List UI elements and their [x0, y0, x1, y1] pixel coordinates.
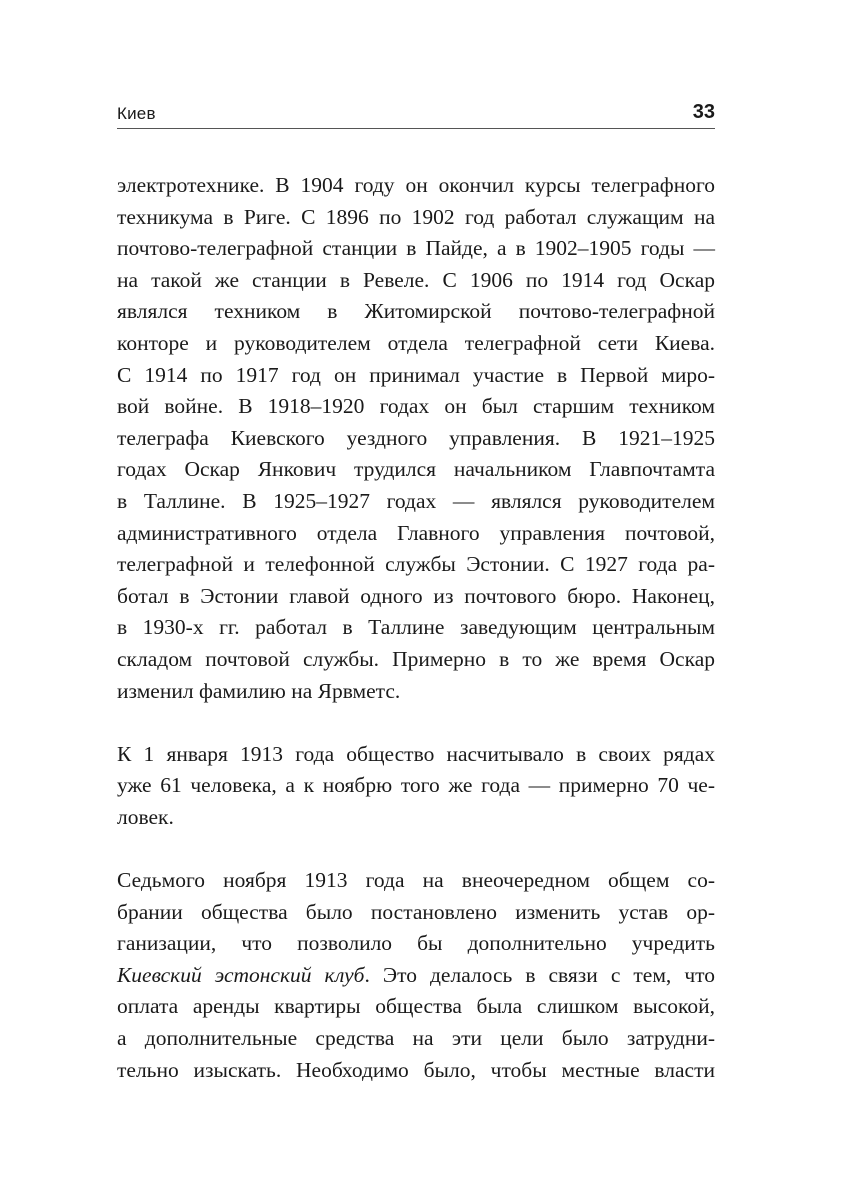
text-line: конторе и руководителем отдела телеграфной сети Киева.	[117, 330, 715, 355]
text-line: оплата аренды квартиры общества была слишком высокой,	[117, 994, 715, 1019]
text-line: телеграфной и телефонной службы Эстонии. С 1927 года ра-	[117, 552, 715, 577]
text-line: К 1 января 1913 года общество насчитывало в своих рядах	[117, 741, 715, 766]
text-line: ботал в Эстонии главой одного из почтового бюро. Наконец,	[117, 583, 715, 608]
text-line: электротехнике. В 1904 году он окончил курсы телеграфного	[117, 173, 715, 197]
text-line: Седьмого ноября 1913 года на внеочередном общем со-	[117, 868, 715, 893]
body-text	[117, 170, 715, 1086]
text-line-with-italic	[117, 960, 715, 992]
club-name-italic: Киевский эстонский клуб	[117, 962, 365, 987]
page-number: 33	[692, 101, 715, 123]
text-line: ловек.	[117, 804, 174, 829]
text-line: С 1914 по 1917 год он принимал участие в Первой миро-	[117, 362, 715, 387]
text-line: вой войне. В 1918–1920 годах он был старшим техником	[117, 394, 715, 419]
paragraph-club	[117, 865, 715, 1086]
text-line: телеграфа Киевского уездного управления. В 1921–1925	[117, 425, 715, 450]
text-line: техникума в Риге. С 1896 по 1902 год работал служащим на	[117, 204, 715, 229]
text-line: в Таллине. В 1925–1927 годах — являлся руководителем	[117, 488, 715, 513]
text-line: почтово-телеграфной станции в Пайде, а в 1902–1905 годы —	[117, 236, 715, 261]
text-line: уже 61 человека, а к ноябрю того же года — примерно 70 че-	[117, 773, 715, 798]
text-line: административного отдела Главного управления почтовой,	[117, 520, 715, 545]
text-line: тельно изыскать. Необходимо было, чтобы местные власти	[117, 1057, 715, 1082]
paragraph-biography	[117, 170, 715, 707]
text-line: годах Оскар Янкович трудился начальником Главпочтамта	[117, 457, 715, 482]
text-line: брании общества было постановлено изменить устав ор-	[117, 899, 715, 924]
text-line: ганизации, что позволило бы дополнительно учредить	[117, 931, 715, 956]
text-line: в 1930-х гг. работал в Таллине заведующим центральным	[117, 615, 715, 640]
page-header	[117, 98, 715, 129]
running-title: Киев	[117, 104, 156, 123]
text-line: а дополнительные средства на эти цели было затрудни-	[117, 1026, 715, 1051]
text-line: изменил фамилию на Ярвметс.	[117, 678, 401, 703]
text-line: на такой же станции в Ревеле. С 1906 по 1914 год Оскар	[117, 267, 715, 292]
text-line: складом почтовой службы. Примерно в то же время Оскар	[117, 646, 715, 671]
text-line: являлся техником в Житомирской почтово-телеграфной	[117, 299, 715, 324]
paragraph-membership	[117, 739, 715, 834]
text-fragment: . Это делалось в связи с тем, что	[364, 962, 716, 987]
